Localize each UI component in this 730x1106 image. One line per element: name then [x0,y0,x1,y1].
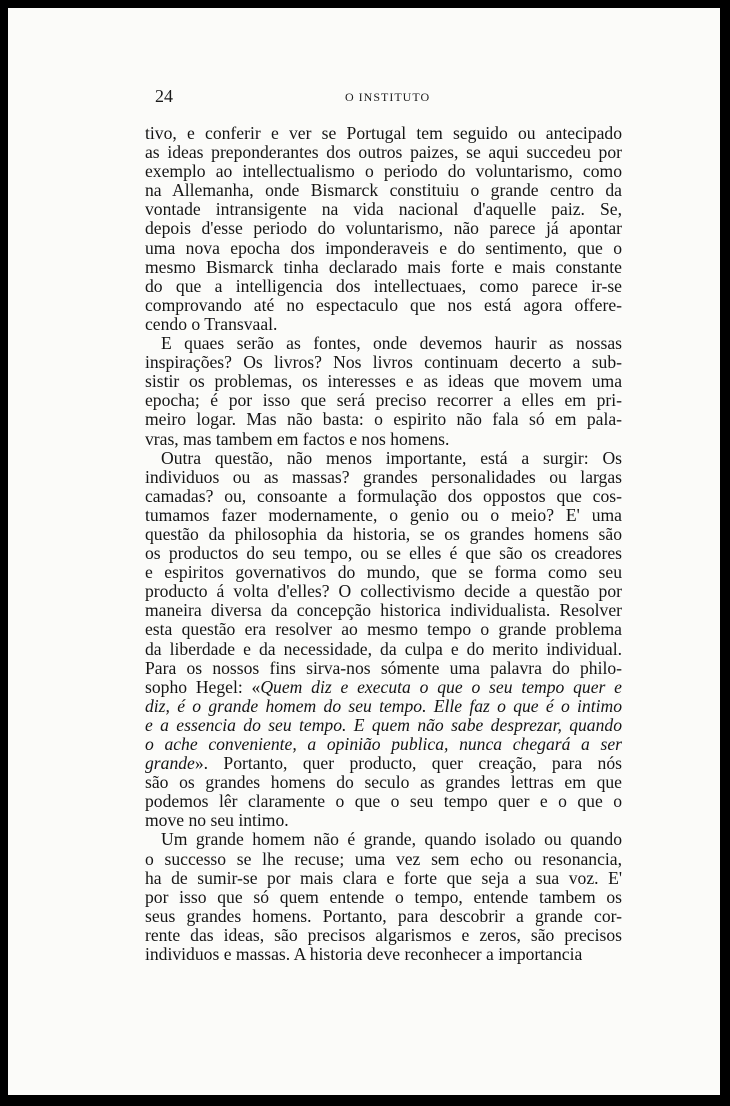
text-line [145,926,622,945]
text-segment: cendo o Transvaal. [145,313,278,334]
text-segment: Outra questão, não menos importante, está a surgir: Os [161,447,622,468]
text-segment: comprovando até no espectaculo que nos está agora offere- [145,294,622,315]
text-line [145,315,622,334]
text-line [145,200,622,219]
text-segment: meiro logar. Mas não basta: o espirito não fala só em pala- [145,409,622,430]
text-line [145,239,622,258]
text-line [145,219,622,238]
text-segment: podemos lêr claramente o que o seu tempo quer e o que o [145,791,622,812]
text-line [145,888,622,907]
paragraph [145,124,622,334]
text-line [145,296,622,315]
text-line [145,544,622,563]
text-segment: camadas? ou, consoante a formulação dos oppostos que cos- [145,485,622,506]
text-segment: depois d'esse periodo do voluntarismo, não parece já apontar [145,218,622,239]
text-line [145,258,622,277]
text-segment: da liberdade e da necessidade, da culpa e do merito individual. [145,638,622,659]
text-segment: maneira diversa da concepção historica individualista. Resolver [145,600,622,621]
text-segment: move no seu intimo. [145,810,289,831]
text-line [145,334,622,353]
text-line [145,353,622,372]
text-segment: e espiritos governativos do mundo, que se forma como seu [145,562,622,583]
text-line [145,162,622,181]
text-segment: na Allemanha, onde Bismarck constituiu o grande centro da [145,180,622,201]
text-segment: ». Portanto, quer producto, quer creação, para nós [194,753,622,774]
text-line [145,506,622,525]
text-line [145,850,622,869]
italic-text: o ache conveniente, a opinião publica, nunca chegará a ser [145,734,622,754]
text-segment: uma nova epocha dos imponderaveis e do sentimento, que o [145,237,622,258]
text-line [145,582,622,601]
text-line [145,678,622,697]
text-segment: vontade intransigente na vida nacional d'aquelle paiz. Se, [145,199,622,220]
paragraph [145,449,622,831]
text-segment: mesmo Bismarck tinha declarado mais forte e mais constante [145,256,622,277]
text-line [145,124,622,143]
text-line [145,449,622,468]
text-segment: rente das ideas, são precisos algarismos e zeros, são precisos [145,924,622,945]
running-title: O INSTITUTO [345,90,431,104]
page-number: 24 [155,86,173,106]
body-text [145,124,622,964]
text-segment: individuos ou as massas? grandes personalidades ou largas [145,466,622,487]
italic-text: e a essencia do seu tempo. E quem não sabe desprezar, quando [145,714,622,735]
text-line [145,754,622,773]
text-line [145,640,622,659]
text-segment: os productos do seu tempo, ou se elles é que são os creadores [145,543,622,564]
text-segment: tivo, e conferir e ver se Portugal tem seguido ou antecipado [145,123,622,143]
text-line [145,620,622,639]
text-segment: seus grandes homens. Portanto, para descobrir a grande cor- [145,905,622,926]
text-line [145,181,622,200]
text-line [145,869,622,888]
text-segment: E quaes serão as fontes, onde devemos haurir as nossas [161,333,622,354]
text-line [145,945,622,964]
text-segment: vras, mas tambem em factos e nos homens. [145,428,450,449]
text-segment: exemplo ao intellectualismo o periodo do voluntarismo, como [145,161,622,182]
text-line [145,716,622,735]
text-segment: do que a intelligencia dos intellectuaes, como parece ir-se [145,275,622,296]
text-segment: o successo se lhe recuse; uma vez sem echo ou resonancia, [145,848,622,869]
text-segment: Um grande homem não é grande, quando isolado ou quando [161,829,622,850]
text-segment: epocha; é por isso que será preciso recorrer a elles em pri- [145,390,622,411]
text-line [145,697,622,716]
text-line [145,468,622,487]
text-line [145,659,622,678]
text-segment: as ideas preponderantes dos outros paizes, se aqui succedeu por [145,142,622,163]
italic-text: grande [145,753,195,774]
text-segment: sopho Hegel: « [145,676,261,697]
text-segment: ha de sumir-se por mais clara e forte que seja a sua voz. E' [145,867,622,888]
text-segment: producto á volta d'elles? O collectivismo decide a questão por [145,581,622,602]
text-line [145,563,622,582]
text-line [145,430,622,449]
text-line [145,277,622,296]
italic-text: Quem diz e executa o que o seu tempo quer e [260,676,622,697]
text-line [145,525,622,544]
text-line [145,773,622,792]
text-segment: Para os nossos fins sirva-nos sómente uma palavra do philo- [145,657,622,678]
paragraph [145,830,622,964]
text-segment: individuos e massas. A historia deve reconhecer a importancia [145,944,583,965]
book-page [8,8,720,1095]
text-line [145,143,622,162]
text-line [145,487,622,506]
text-segment: sistir os problemas, os interesses e as ideas que movem uma [145,371,622,392]
text-segment: esta questão era resolver ao mesmo tempo o grande problema [145,619,622,640]
text-segment: são os grandes homens do seculo as grandes lettras em que [145,772,622,793]
text-line [145,792,622,811]
italic-text: diz, é o grande homem do seu tempo. Elle faz o que é o intimo [145,695,622,716]
text-segment: inspirações? Os livros? Nos livros continuam decerto a sub- [145,352,622,373]
text-line [145,811,622,830]
text-line [145,410,622,429]
text-line [145,907,622,926]
text-segment: por isso que só quem entende o tempo, entende tambem os [145,886,622,907]
text-line [145,735,622,754]
paragraph [145,334,622,449]
text-line [145,372,622,391]
page-header [155,86,590,110]
text-segment: tumamos fazer modernamente, o genio ou o meio? E' uma [145,504,622,525]
text-line [145,601,622,620]
text-segment: questão da philosophia da historia, se os grandes homens são [145,523,622,544]
text-line [145,830,622,849]
text-line [145,391,622,410]
